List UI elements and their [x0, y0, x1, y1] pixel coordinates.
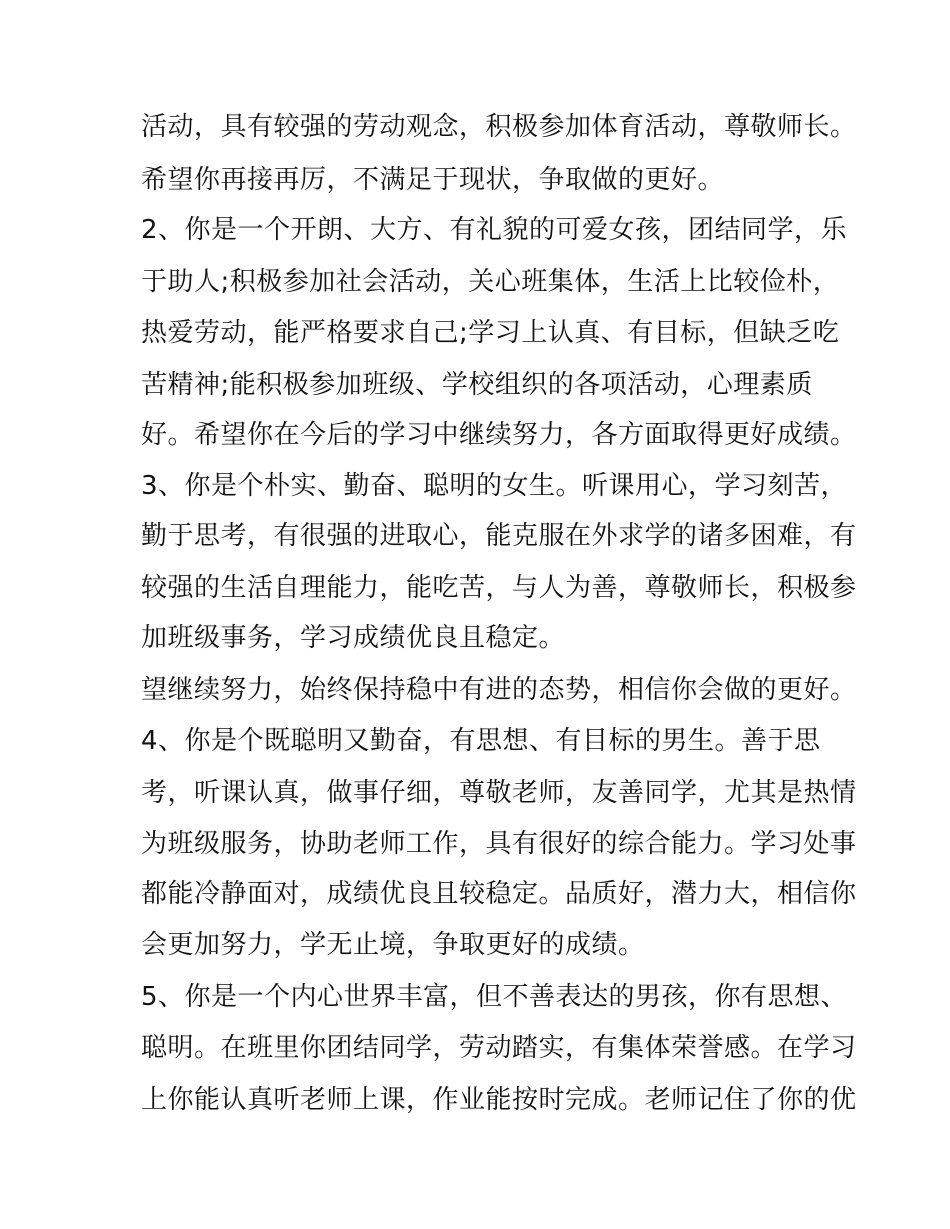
text-line: 为班级服务，协助老师工作，具有很好的综合能力。学习处事 [141, 829, 857, 859]
text-line: 活动，具有较强的劳动观念，积极参加体育活动，尊敬师长。 [141, 112, 857, 142]
text-line: 较强的生活自理能力，能吃苦，与人为善，尊敬师长，积极参 [141, 573, 857, 603]
text-line: 都能冷静面对，成绩优良且较稳定。品质好，潜力大，相信你 [141, 879, 857, 909]
text-line: 苦精神;能积极参加班级、学校组织的各项活动，心理素质 [141, 370, 813, 400]
text-line: 聪明。在班里你团结同学，劳动踏实，有集体荣誉感。在学习 [141, 1033, 857, 1063]
text-line: 好。希望你在今后的学习中继续努力，各方面取得更好成绩。 [141, 420, 857, 450]
text-line: 4、你是个既聪明又勤奋，有思想、有目标的男生。善于思 [141, 726, 821, 756]
text-line: 2、你是一个开朗、大方、有礼貌的可爱女孩，团结同学，乐 [141, 215, 848, 245]
text-line: 会更加努力，学无止境，争取更好的成绩。 [141, 930, 645, 960]
text-line: 3、你是个朴实、勤奋、聪明的女生。听课用心，学习刻苦， [141, 471, 848, 501]
text-line: 热爱劳动，能严格要求自己;学习上认真、有目标，但缺乏吃 [141, 318, 840, 348]
text-line: 希望你再接再厉，不满足于现状，争取做的更好。 [141, 165, 725, 195]
text-line: 加班级事务，学习成绩优良且稳定。 [141, 623, 566, 653]
text-line: 上你能认真听老师上课，作业能按时完成。老师记住了你的优 [141, 1085, 857, 1115]
text-line: 5、你是一个内心世界丰富，但不善表达的男孩，你有思想、 [141, 982, 848, 1012]
text-line: 考，听课认真，做事仔细，尊敬老师，友善同学，尤其是热情 [141, 778, 857, 808]
text-line: 勤于思考，有很强的进取心，能克服在外求学的诸多困难，有 [141, 521, 857, 551]
text-line: 望继续努力，始终保持稳中有进的态势，相信你会做的更好。 [141, 675, 857, 705]
text-line: 于助人;积极参加社会活动，关心班集体，生活上比较俭朴， [141, 267, 840, 297]
